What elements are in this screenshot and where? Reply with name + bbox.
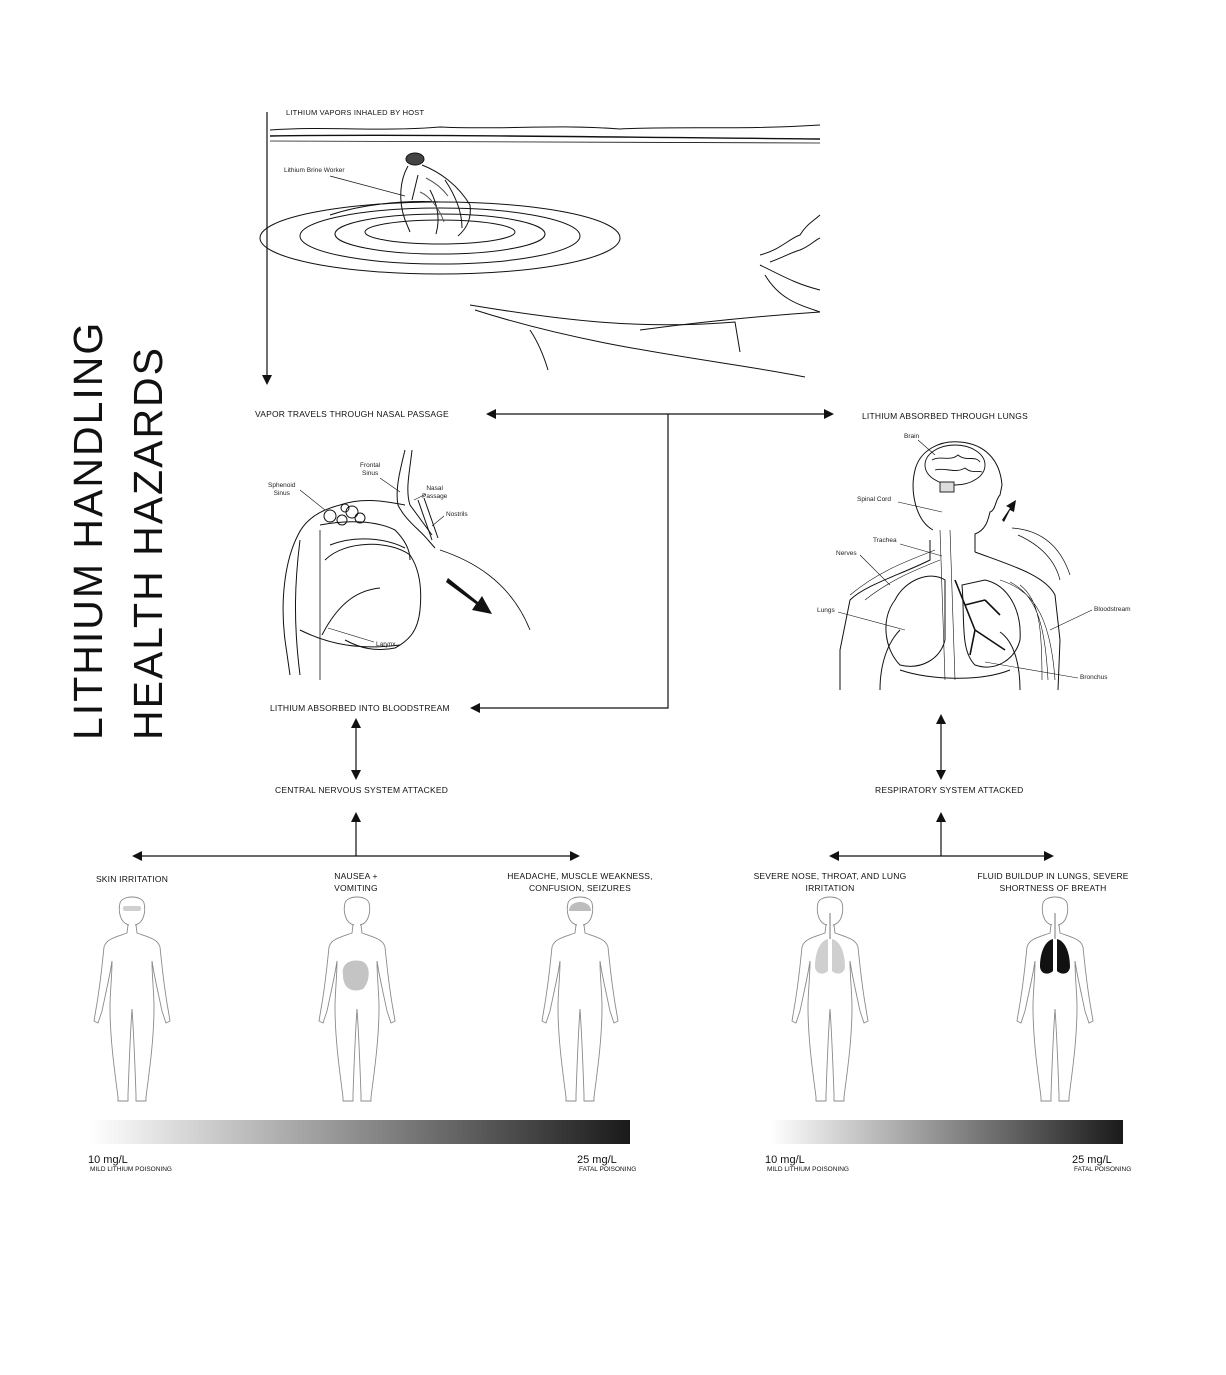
right-min-dose: 10 mg/L <box>765 1154 805 1166</box>
left-min-label: MILD LITHIUM POISONING <box>90 1166 172 1173</box>
sphenoid-sinus-label: Sphenoid Sinus <box>268 482 296 497</box>
symptom-headache: HEADACHE, MUSCLE WEAKNESS, CONFUSION, SEIZURES <box>507 871 653 893</box>
severity-scale-left <box>90 1120 630 1144</box>
symptom-lung-irritation: SEVERE NOSE, THROAT, AND LUNG IRRITATION <box>753 871 907 893</box>
affected-region-lungs-5 <box>1040 939 1070 974</box>
affected-region-eyes-1 <box>123 906 141 911</box>
symptom-skin-irritation: SKIN IRRITATION <box>95 874 169 884</box>
torso-inhale-arrow <box>1002 500 1016 522</box>
nasal-passage-label: Nasal Passage <box>422 485 448 500</box>
frontal-sinus-label: Frontal Sinus <box>360 462 381 477</box>
trachea-label: Trachea <box>873 537 897 544</box>
affected-region-brain-3 <box>569 902 591 911</box>
arrow-to-bloodstream <box>472 414 668 708</box>
left-max-dose: 25 mg/L <box>577 1154 617 1166</box>
left-max-label: FATAL POISONING <box>579 1166 637 1173</box>
left-min-dose: 10 mg/L <box>88 1154 128 1166</box>
worker-leader-line <box>330 176 405 196</box>
worker-label: Lithium Brine Worker <box>284 167 345 174</box>
bloodstream-label: Bloodstream <box>1094 606 1131 613</box>
brine-worker-figure <box>401 153 471 236</box>
severity-scale-right <box>770 1120 1123 1144</box>
bronchus-label: Bronchus <box>1080 674 1108 681</box>
scene-caption: LITHIUM VAPORS INHALED BY HOST <box>286 108 425 117</box>
brain-in-head <box>925 445 985 492</box>
right-max-label: FATAL POISONING <box>1074 1166 1132 1173</box>
title-line-1: LITHIUM HANDLING <box>65 320 111 740</box>
page-title <box>58 280 178 740</box>
brain-label: Brain <box>904 433 920 440</box>
cns-caption: CENTRAL NERVOUS SYSTEM ATTACKED <box>275 785 449 795</box>
body-figure-1 <box>94 897 170 1101</box>
right-max-dose: 25 mg/L <box>1072 1154 1112 1166</box>
torso-vapor-curves <box>1012 528 1070 580</box>
lungs-label: Lungs <box>817 607 835 614</box>
nasal-vapor-curve <box>440 550 530 630</box>
nasal-inhale-arrow <box>446 578 492 614</box>
resp-caption: RESPIRATORY SYSTEM ATTACKED <box>875 785 1024 795</box>
bloodstream-caption: LITHIUM ABSORBED INTO BLOODSTREAM <box>270 703 450 713</box>
affected-region-lungs-4 <box>815 939 845 974</box>
brine-pond-scene <box>260 125 820 377</box>
symptom-nausea: NAUSEA + VOMITING <box>334 871 378 893</box>
body-outlines <box>94 897 1093 1101</box>
body-figure-3 <box>542 897 618 1101</box>
body-figure-2 <box>319 897 395 1101</box>
spinal-cord-label: Spinal Cord <box>857 496 891 503</box>
nasal-caption: VAPOR TRAVELS THROUGH NASAL PASSAGE <box>255 409 449 419</box>
larynx-label: Larynx <box>376 641 396 648</box>
affected-region-stomach-2 <box>343 961 369 991</box>
nasal-cross-section <box>283 450 438 680</box>
nasal-leader-lines <box>300 478 444 642</box>
right-min-label: MILD LITHIUM POISONING <box>767 1166 849 1173</box>
nostrils-label: Nostrils <box>446 511 468 518</box>
lungs-caption: LITHIUM ABSORBED THROUGH LUNGS <box>862 411 1028 421</box>
symptom-fluid-buildup: FLUID BUILDUP IN LUNGS, SEVERE SHORTNESS OF BREATH <box>977 871 1129 893</box>
nerves-label: Nerves <box>836 550 857 557</box>
title-line-2: HEALTH HAZARDS <box>125 345 171 740</box>
